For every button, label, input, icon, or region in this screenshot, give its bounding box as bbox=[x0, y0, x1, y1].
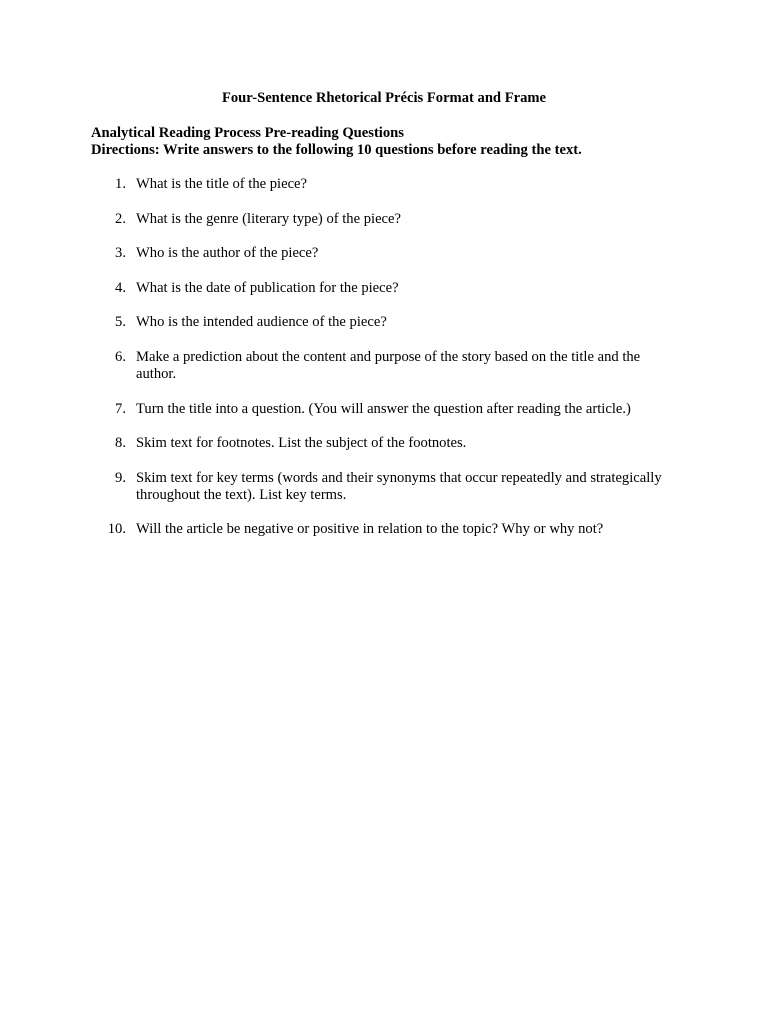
question-item-1 bbox=[0, 176, 768, 193]
question-text: Turn the title into a question. (You will answer the question after reading the article.) bbox=[136, 400, 631, 417]
question-text: Skim text for footnotes. List the subject of the footnotes. bbox=[136, 435, 467, 452]
question-text: Who is the intended audience of the piece? bbox=[136, 314, 387, 331]
question-number: 8. bbox=[115, 435, 126, 452]
question-number: 3. bbox=[115, 245, 126, 262]
question-number: 7. bbox=[115, 400, 126, 417]
question-item-5 bbox=[0, 314, 768, 331]
question-text: Make a prediction about the content and purpose of the story based on the title and the author. bbox=[136, 348, 641, 382]
question-item-10 bbox=[0, 521, 768, 538]
question-text: What is the title of the piece? bbox=[136, 176, 307, 192]
question-item-6 bbox=[0, 349, 768, 383]
question-text: Skim text for key terms (words and their synonyms that occur repeatedly and strategically throughout the text). List key terms. bbox=[136, 469, 662, 503]
question-text: Who is the author of the piece? bbox=[136, 245, 319, 262]
question-item-3 bbox=[0, 245, 768, 262]
question-number: 5. bbox=[115, 314, 126, 331]
question-item-7 bbox=[0, 401, 768, 418]
question-number: 6. bbox=[115, 348, 126, 365]
question-item-9 bbox=[0, 470, 768, 504]
question-text: What is the date of publication for the piece? bbox=[136, 279, 399, 296]
question-item-4 bbox=[0, 280, 768, 297]
section-heading: Analytical Reading Process Pre-reading Questions bbox=[91, 125, 404, 141]
question-number: 1. bbox=[115, 176, 126, 192]
question-item-8 bbox=[0, 435, 768, 452]
question-number: 2. bbox=[115, 210, 126, 227]
page-title: Four-Sentence Rhetorical Précis Format and Frame bbox=[221, 90, 547, 106]
question-list bbox=[0, 176, 768, 556]
directions-text: Directions: Write answers to the following 10 questions before reading the text. bbox=[91, 142, 582, 158]
question-item-2 bbox=[0, 211, 768, 228]
question-text: What is the genre (literary type) of the piece? bbox=[136, 210, 401, 227]
question-number: 4. bbox=[115, 279, 126, 296]
question-number: 9. bbox=[115, 469, 126, 486]
question-text: Will the article be negative or positive in relation to the topic? Why or why not? bbox=[136, 521, 604, 538]
question-number: 10. bbox=[107, 521, 126, 538]
